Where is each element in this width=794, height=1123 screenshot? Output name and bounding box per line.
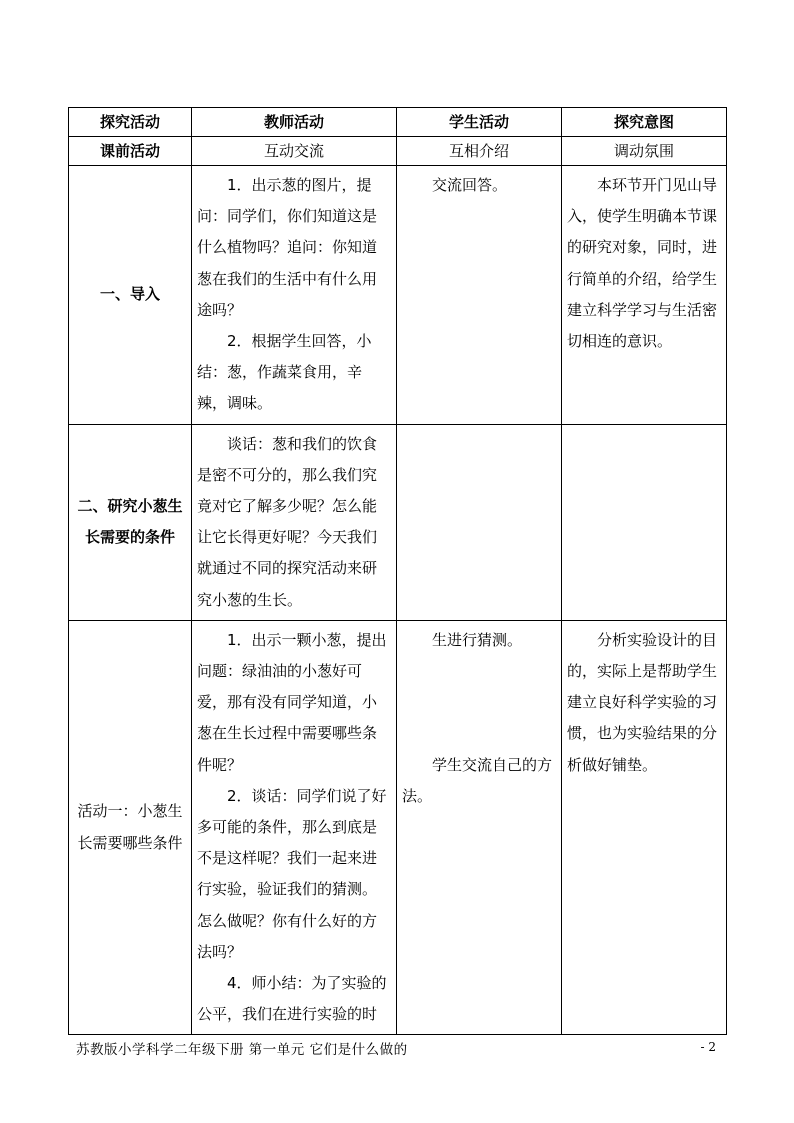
page-number: - 2 [700,1040,716,1054]
teacher-cell: 互动交流 [192,137,397,166]
student-cell: 互相介绍 [397,137,562,166]
stage-cell: 一、导入 [69,166,192,425]
teacher-cell [192,620,397,1035]
table-row [69,424,727,620]
intent-cell [562,166,727,425]
teacher-step: 2．根据学生回答，小结：葱，作蔬菜食用，辛辣，调味。 [197,332,372,413]
header-cell: 教师活动 [192,108,397,137]
student-response: 生进行猜测。 [432,630,523,649]
intent-cell [562,620,727,1035]
teacher-step: 1．出示葱的图片，提问：同学们，你们知道这是什么植物吗？追问：你知道葱在我们的生活中有什么用途吗？ [197,176,378,319]
lesson-plan-table [68,107,727,1035]
student-response: 学生交流自己的方法。 [402,755,553,805]
header-cell: 探究意图 [562,108,727,137]
intent-cell: 调动氛围 [562,137,727,166]
teacher-step: 4．师小结：为了实验的公平，我们在进行实验的时 [197,974,387,1024]
stage-cell: 课前活动 [69,137,192,166]
teacher-step: 2．谈话：同学们说了好多可能的条件，那么到底是不是这样呢？我们一起来进行实验，验证我们的猜测。怎么做呢？你有什么好的方法吗？ [197,786,387,961]
spacer [402,656,556,750]
teacher-step: 谈话：葱和我们的饮食是密不可分的，那么我们究竟对它了解多少呢？怎么能让它长得更好呢？今天我们就通过不同的探究活动来研究小葱的生长。 [197,434,378,609]
stage-cell: 活动一：小葱生长需要哪些条件 [69,620,192,1035]
table-row [69,166,727,425]
header-row [69,108,727,137]
header-cell: 学生活动 [397,108,562,137]
stage-cell: 二、研究小葱生长需要的条件 [69,424,192,620]
student-cell [397,166,562,425]
table-row [69,620,727,1035]
intent-cell [562,424,727,620]
header-cell: 探究活动 [69,108,192,137]
teacher-cell [192,424,397,620]
student-response: 交流回答。 [432,176,508,194]
intent-text: 分析实验设计的目的，实际上是帮助学生建立良好科学实验的习惯，也为实验结果的分析做好铺垫。 [567,630,718,774]
pre-class-row [69,137,727,166]
teacher-cell [192,166,397,425]
teacher-step: 1．出示一颗小葱，提出问题：绿油油的小葱好可爱，那有没有同学知道，小葱在生长过程中需要哪些条件呢？ [197,630,387,774]
footer-text: 苏教版小学科学二年级下册 第一单元 它们是什么做的 [76,1042,408,1058]
intent-text: 本环节开门见山导入，使学生明确本节课的研究对象，同时，进行简单的介绍，给学生建立科学学习与生活密切相连的意识。 [567,176,718,351]
student-cell [397,620,562,1035]
student-cell [397,424,562,620]
